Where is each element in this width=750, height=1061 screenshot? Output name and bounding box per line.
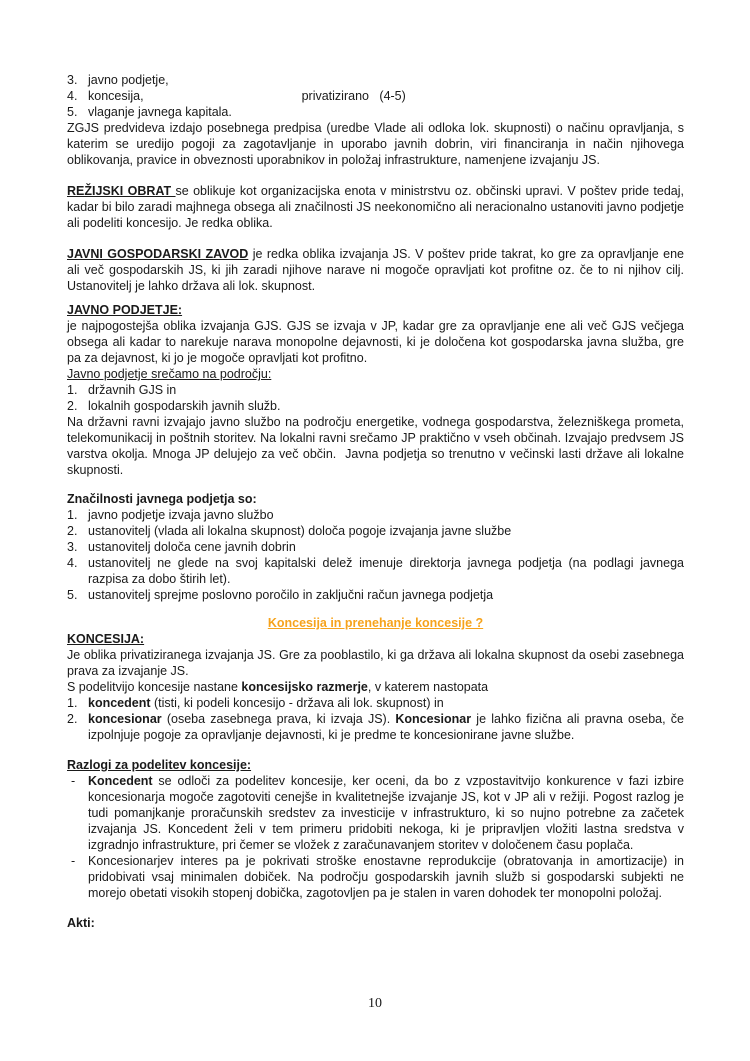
list-item: [67, 523, 684, 539]
list-marker: 2.: [67, 399, 78, 413]
list-marker: 3.: [67, 540, 78, 554]
text-run: vlaganje javnega kapitala.: [88, 105, 232, 119]
text-run: Je oblika privatiziranega izvajanja JS. Gre za pooblastilo, ki ga država ali lokalna skupnost da osebi zasebnega prava za izvajanje JS.: [67, 648, 684, 678]
text-run: JAVNI GOSPODARSKI ZAVOD: [67, 247, 249, 261]
list-item: [67, 711, 684, 743]
paragraph: [67, 183, 684, 231]
list-item: [67, 507, 684, 523]
list-marker: 2.: [67, 712, 78, 726]
list-marker: 5.: [67, 105, 78, 119]
list-marker: 3.: [67, 73, 78, 87]
list-item: [67, 398, 684, 414]
paragraph: [67, 246, 684, 294]
text-run: Koncesionarjev interes pa je pokrivati stroške enostavne reprodukcije (obratovanja in amortizacije) in pridobivati vsaj minimalen dobiček. Na področju gospodarskih javnih služb si gospodarski subjekti ne morejo obetati visokih stopenj dobička, zagotovljen pa je stalen in varen dohodek ter monopolni položaj.: [88, 854, 684, 900]
list-marker: 4.: [67, 89, 78, 103]
list-marker: 1.: [67, 508, 78, 522]
text-run: je lahko fizična ali pravna oseba, če izpolnjuje pogoje za opravljanje dejavnosti, ki je predme te koncesionirane javne službe.: [88, 712, 684, 742]
text-run: Razlogi za podelitev koncesije:: [67, 758, 252, 772]
text-run: Koncesija in prenehanje koncesije ?: [267, 616, 484, 630]
text-run: Na državni ravni izvajajo javno službo na področju energetike, vodnega gospodarstva, železniškega prometa, telekomunikacij in poštnih storitev. Na lokalni ravni srečamo JP praktično v vseh občinah. Izvajajo predvsem JS varstva okolja. Mnoga JP delujejo za več občin. Javna podjetja so trenutno v večinski lasti države ali lokalne skupnosti.: [67, 415, 684, 477]
text-run: se odloči za podelitev koncesije, ker oceni, da bo z vzpostavitvijo konkurence v fazi izbire koncesionarja mogoče zagotoviti cenejše in kvalitetnejše izvajanje JS, kot v JP ali v režiji. Pogost razlog je tudi pomanjkanje proračunskih sredstev za investicije v infrastrukturo, ki so nujno potrebne za začetek izvajanja JS. Koncedent želi v tem primeru pridobiti nekoga, ki je pripravljen vložiti lastna sredstva v izgradnjo infrastrukture, pri čemer se vložek z zaračunavanjem storitev v določenem času poplača.: [88, 774, 684, 852]
text-run: javno podjetje,: [88, 73, 169, 87]
list-marker: 1.: [67, 383, 78, 397]
spacer: [67, 168, 684, 183]
text-run: ustanovitelj določa cene javnih dobrin: [88, 540, 296, 554]
page-number: 10: [368, 996, 382, 1011]
heading: [67, 757, 684, 773]
text-run: Javno podjetje srečamo na področju:: [67, 367, 272, 381]
text-run: koncesijsko razmerje: [241, 680, 368, 694]
text-run: (oseba zasebnega prava, ki izvaja JS).: [161, 712, 396, 726]
spacer: [67, 478, 684, 491]
text-run: (tisti, ki podeli koncesijo - država ali lok. skupnost) in: [150, 696, 444, 710]
list-marker: -: [71, 774, 76, 788]
list-item: [67, 555, 684, 587]
paragraph: [67, 679, 684, 695]
list-item: [67, 382, 684, 398]
text-run: JAVNO PODJETJE:: [67, 303, 183, 317]
text-run: REŽIJSKI OBRAT: [67, 184, 176, 198]
document-content: [67, 72, 684, 931]
list-item: [67, 104, 684, 120]
paragraph: [67, 647, 684, 679]
text-run: je najpogostejša oblika izvajanja GJS. GJS se izvaja v JP, kadar gre za opravljanje ene ali več GJS večjega obsega ali kadar to narekuje narava monopolne dejavnosti, ki je določena kot gospodarska javna služba, gre pa za dejavnost, ki jo je mogoče opravljati kot profitno.: [67, 319, 684, 365]
text-run: S podelitvijo koncesije nastane: [67, 680, 242, 694]
text-run: Akti:: [67, 916, 95, 930]
text-run: lokalnih gospodarskih javnih služb.: [88, 399, 281, 413]
text-run: ZGJS predvideva izdajo posebnega predpisa (uredbe Vlade ali odloka lok. skupnosti) o načinu opravljanja, s katerim se uredijo pogoji za zagotavljanje in uporabo javnih dobrin, viri financiranja in način njihovega oblikovanja, pravice in obveznosti uporabnikov in položaj infrastrukture, namenjene izvajanju JS.: [67, 121, 684, 167]
list-item: [67, 695, 684, 711]
text-run: ustanovitelj ne glede na svoj kapitalski delež imenuje direktorja javnega podjetja (na podlagi javnega razpisa za dobo štirih let).: [88, 556, 684, 586]
text-run: koncedent: [88, 696, 151, 710]
heading: [67, 302, 684, 318]
list-item: [67, 587, 684, 603]
text-run: javno podjetje izvaja javno službo: [88, 508, 274, 522]
text-run: koncesionar: [88, 712, 162, 726]
list-marker: 5.: [67, 588, 78, 602]
dash-item: [67, 773, 684, 853]
spacer: [67, 603, 684, 615]
heading: [67, 366, 684, 382]
heading: [67, 491, 684, 507]
centered-heading: [67, 615, 684, 631]
spacer: [67, 901, 684, 915]
text-run: koncesija,: [88, 89, 144, 103]
text-run: Značilnosti javnega podjetja so:: [67, 492, 257, 506]
text-run: Koncedent: [88, 774, 153, 788]
text-run: ustanovitelj sprejme poslovno poročilo in zaključni račun javnega podjetja: [88, 588, 494, 602]
list-marker: 2.: [67, 524, 78, 538]
list-marker: 1.: [67, 696, 78, 710]
text-run: se oblikuje kot organizacijska enota v ministrstvu oz. občinski upravi. V poštev pride tedaj, kadar bi bilo zaradi majhnega obsega ali značilnosti JS neekonomično ali neracionalno ustanoviti javno podjetje ali podeliti koncesijo. Je redka oblika.: [67, 184, 684, 230]
spacer: [67, 231, 684, 246]
spacer: [67, 294, 684, 302]
text-run: KONCESIJA:: [67, 632, 145, 646]
list-marker: 4.: [67, 556, 78, 570]
list-item: [67, 539, 684, 555]
text-run: Koncesionar: [395, 712, 472, 726]
spacer: [67, 743, 684, 757]
text-run: je redka oblika izvajanja JS. V poštev pride takrat, ko gre za opravljanje ene ali več gospodarskih JS, ki jih zaradi njihove narave ni mogoče opravljati kot profitne oz. če to ni njihov cilj. Ustanovitelj je lahko država ali lok. skupnost.: [67, 247, 684, 293]
text-run: državnih GJS in: [88, 383, 177, 397]
list-marker: -: [71, 854, 76, 868]
text-run: ustanovitelj (vlada ali lokalna skupnost) določa pogoje izvajanja javne službe: [88, 524, 512, 538]
text-run: , v katerem nastopata: [367, 680, 489, 694]
paragraph: [67, 318, 684, 366]
paragraph: [67, 414, 684, 478]
heading: [67, 631, 684, 647]
text-run: privatizirano (4-5): [301, 89, 406, 103]
list-item: [67, 88, 684, 104]
heading: [67, 915, 684, 931]
dash-item: [67, 853, 684, 901]
paragraph: [67, 120, 684, 168]
list-item: [67, 72, 684, 88]
